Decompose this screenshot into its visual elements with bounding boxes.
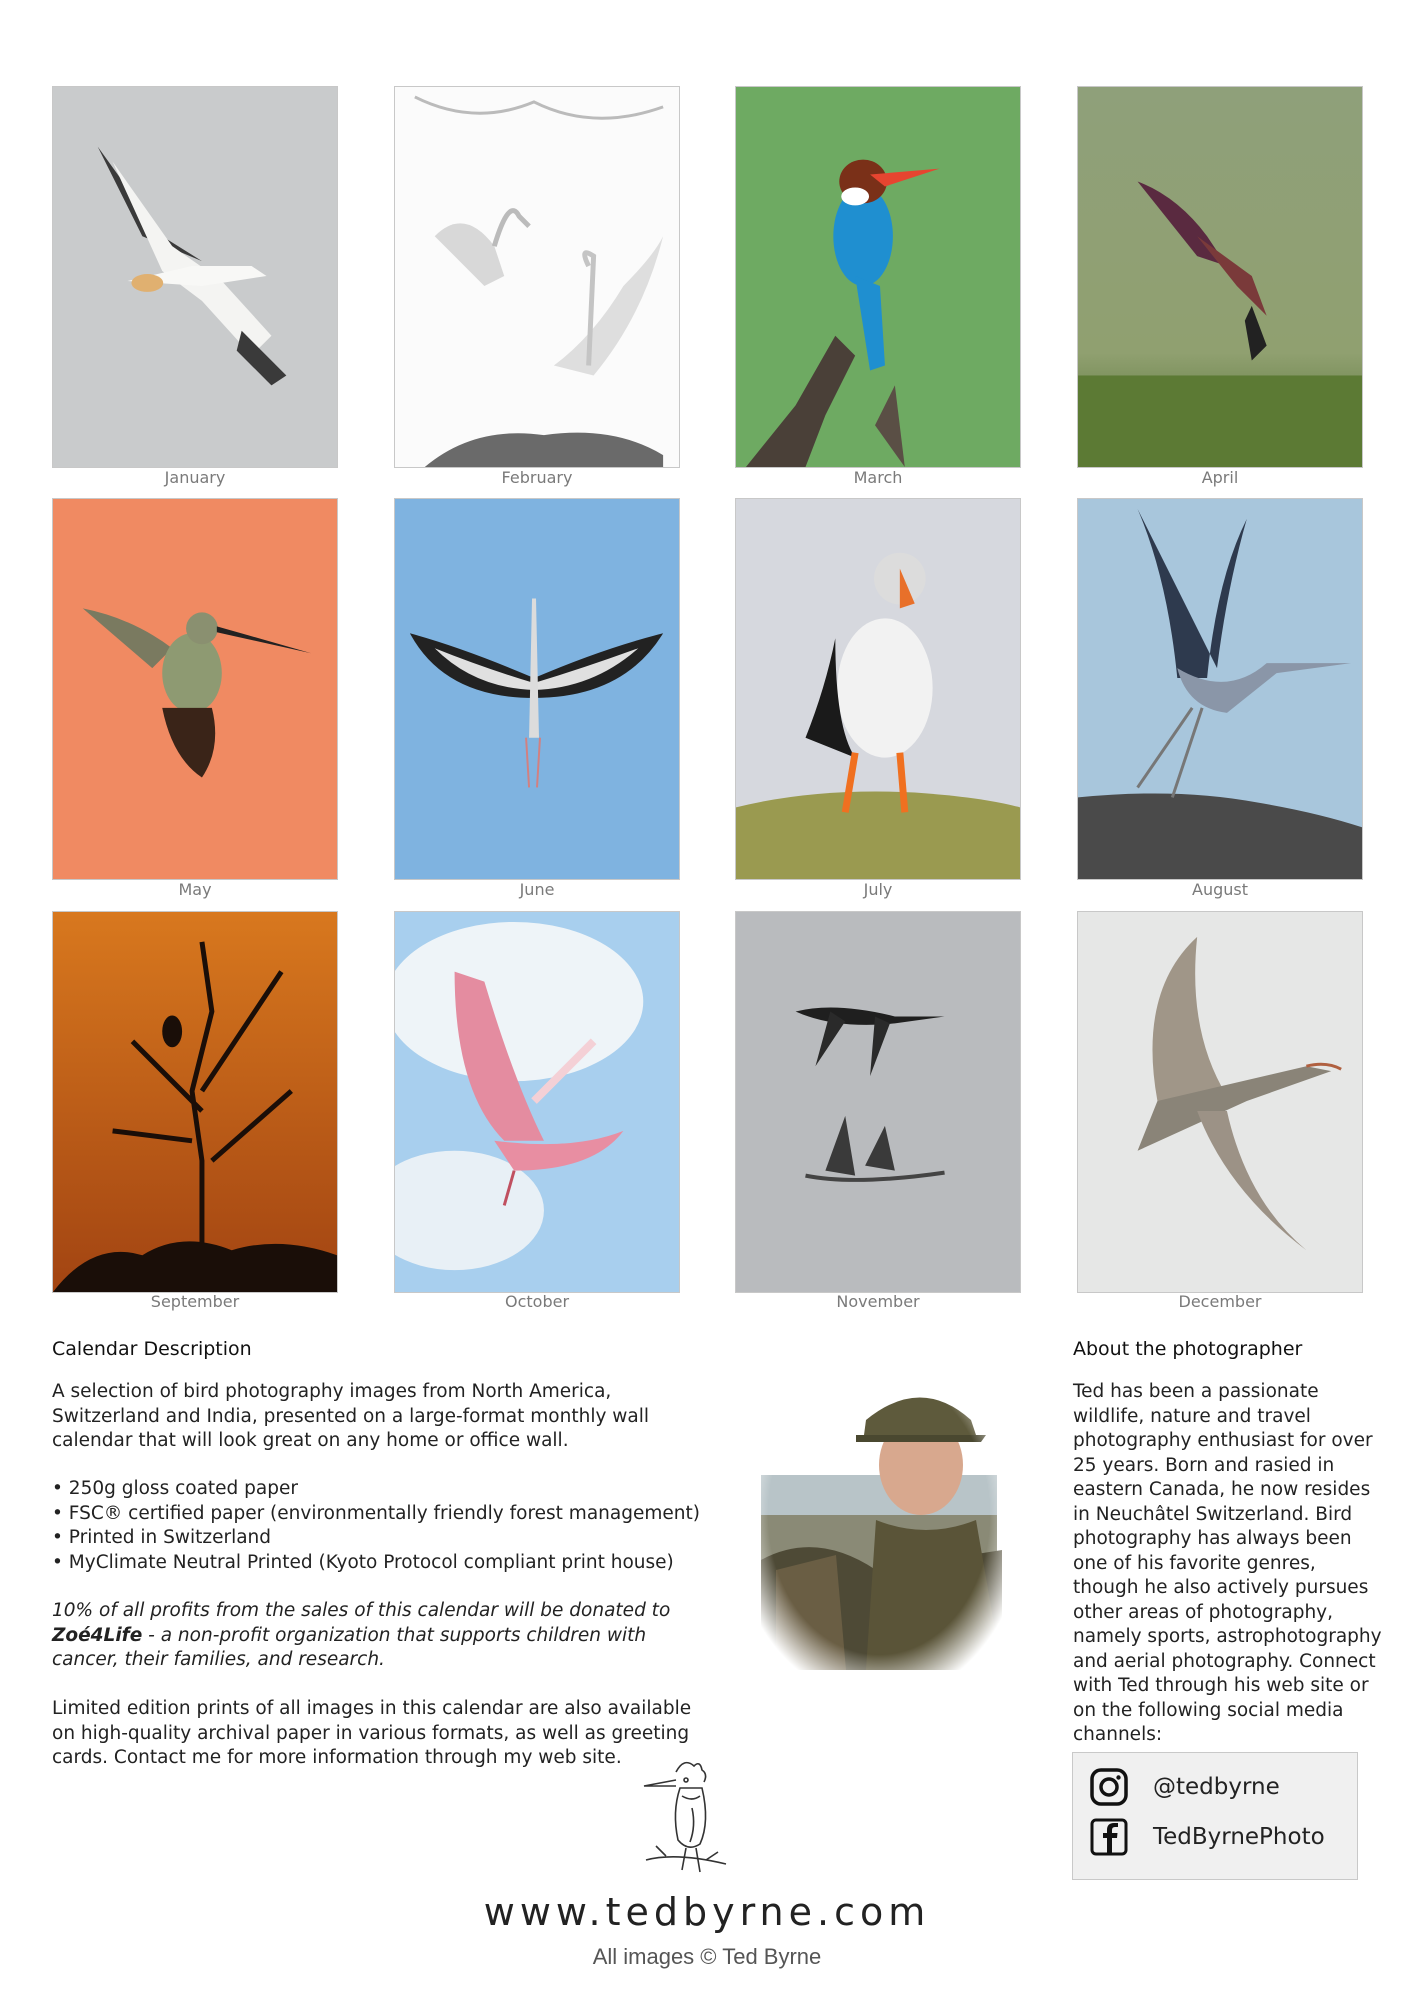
month-caption: June (519, 880, 555, 899)
photo-may (52, 498, 338, 880)
photo-december (1077, 911, 1363, 1293)
photo-march (735, 86, 1021, 468)
copyright-notice: All images © Ted Byrne (592, 1944, 822, 1969)
donation-organization: Zoé4Life (52, 1624, 143, 1646)
website-url[interactable]: www.tedbyrne.com (483, 1890, 931, 1934)
month-caption: February (501, 468, 573, 487)
photo-april (1077, 86, 1363, 468)
donation-intro: 10% of all profits from the sales of this calendar will be donated to (52, 1600, 671, 1621)
calendar-description: A selection of bird photography images from North America, Switzerland and India, presented on a large-format monthly wall calendar that will look great on any home or office wall. (52, 1381, 650, 1451)
photo-july (735, 498, 1021, 880)
photo-february (394, 86, 680, 468)
about-title: About the photographer (1073, 1338, 1303, 1360)
photo-november (735, 911, 1021, 1293)
donation-details: - a non-profit organization that supports children with cancer, their families, and research. (52, 1624, 647, 1670)
social-media-box (1072, 1752, 1358, 1880)
month-caption: January (164, 468, 226, 487)
kingfisher-sketch-logo (636, 1752, 732, 1890)
month-caption: November (836, 1292, 920, 1311)
donation-note (52, 1599, 712, 1673)
month-caption: December (1178, 1292, 1262, 1311)
about-text: Ted has been a passionate wildlife, nature and travel photography enthusiast for over 25 years. Born and rasied in eastern Canada, he now resides in Neuchâtel Switzerland. Bird photography has always been one of his favorite genres, though he also actively pursues other areas of photography, namely sports, astrophotography and aerial photography. Connect with Ted through his web site or on the following social media channels: (1073, 1381, 1382, 1745)
feature-item: • MyClimate Neutral Printed (Kyoto Protocol compliant print house) (52, 1551, 712, 1576)
feature-item: • FSC® certified paper (environmentally friendly forest management) (52, 1502, 712, 1527)
photo-january (52, 86, 338, 468)
facebook-link[interactable] (1089, 1817, 1325, 1857)
feature-item: • Printed in Switzerland (52, 1526, 712, 1551)
calendar-description-title: Calendar Description (52, 1338, 252, 1360)
photo-october (394, 911, 680, 1293)
month-caption: September (150, 1292, 240, 1311)
facebook-handle[interactable]: TedByrnePhoto (1153, 1824, 1325, 1850)
month-caption: March (853, 468, 903, 487)
photographer-portrait (756, 1360, 1002, 1670)
feature-list (52, 1477, 712, 1575)
month-caption: April (1201, 468, 1239, 487)
month-caption: July (863, 880, 893, 899)
instagram-handle[interactable]: @tedbyrne (1153, 1774, 1280, 1800)
photo-june (394, 498, 680, 880)
instagram-icon (1089, 1767, 1129, 1807)
photo-august (1077, 498, 1363, 880)
month-caption: October (504, 1292, 570, 1311)
photo-september (52, 911, 338, 1293)
month-caption: May (178, 880, 212, 899)
month-caption: August (1192, 880, 1248, 899)
facebook-icon (1089, 1817, 1129, 1857)
instagram-link[interactable] (1089, 1767, 1280, 1807)
prints-note: Limited edition prints of all images in this calendar are also available on high-quality archival paper in various formats, as well as greeting cards. Contact me for more information through my web site. (52, 1698, 692, 1768)
feature-item: • 250g gloss coated paper (52, 1477, 712, 1502)
